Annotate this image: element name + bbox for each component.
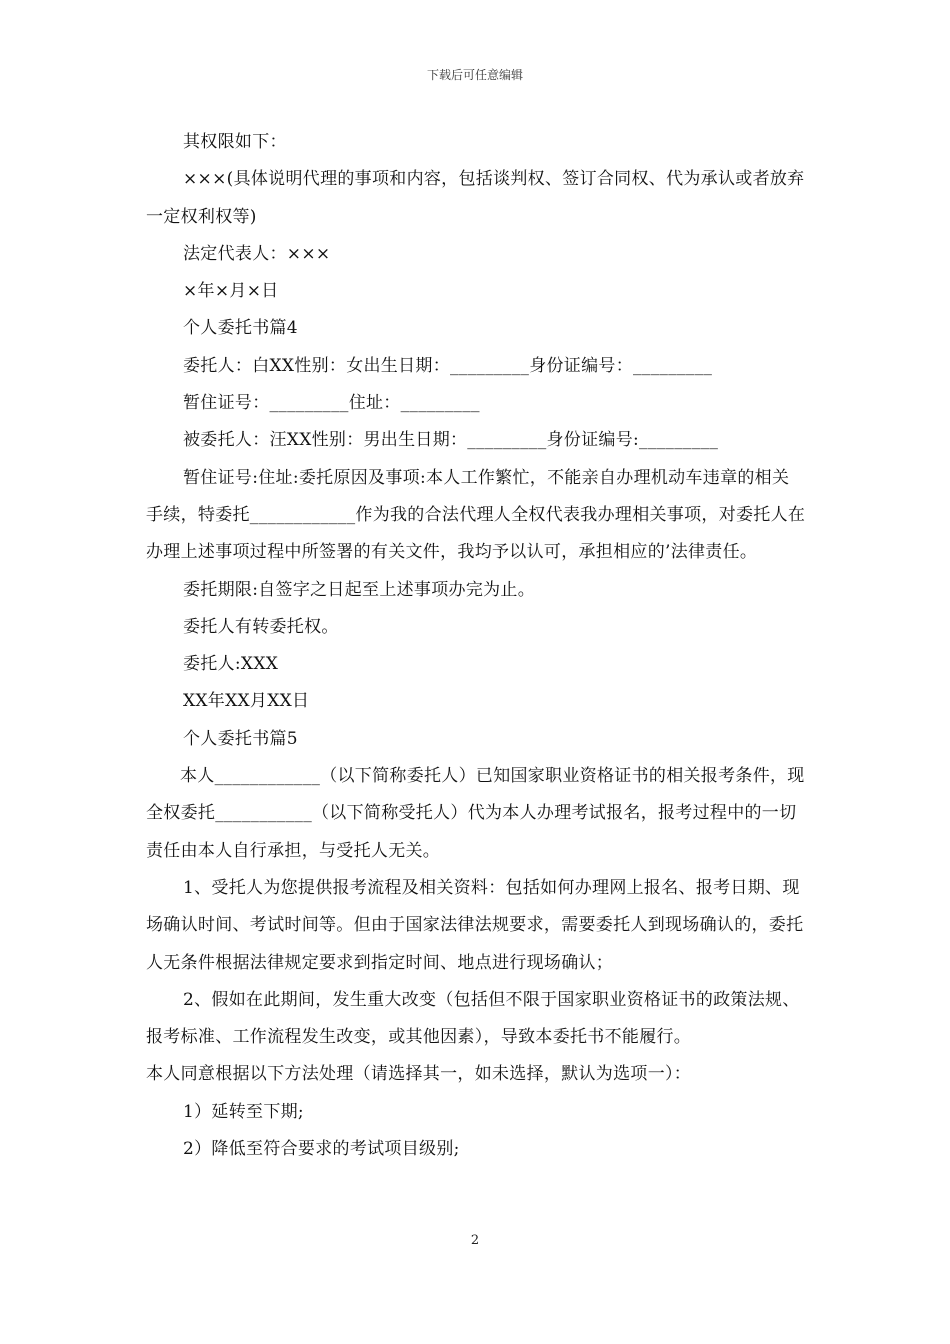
paragraph: 1）延转至下期; — [183, 1101, 304, 1122]
section-heading: 个人委托书篇5 — [183, 728, 298, 749]
paragraph: ×年×月×日 — [183, 281, 279, 302]
paragraph: 其权限如下： — [183, 132, 287, 152]
paragraph: 暂住证号:住址:委托原因及事项:本人工作繁忙，不能亲自办理机动车违章的相关手续，特委托____________作为我的合法代理人全权代表我办理相关事项，对委托人在办理上述事项过程中所签署的有关文件，我均予以认可，承担相应的’法律责任。 — [146, 467, 806, 563]
paragraph: 2）降低至符合要求的考试项目级别; — [183, 1139, 460, 1160]
paragraph: 法定代表人：××× — [183, 243, 331, 264]
paragraph: 本人同意根据以下方法处理（请选择其一，如未选择，默认为选项一）： — [146, 1064, 692, 1085]
page-number: 2 — [470, 1233, 480, 1248]
paragraph: 被委托人：汪XX性别：男出生日期：_________身份证编号:_________ — [183, 430, 719, 451]
paragraph: 委托人有转委托权。 — [183, 616, 339, 637]
section-heading: 个人委托书篇4 — [183, 318, 298, 339]
paragraph: 委托人:XXX — [183, 654, 279, 675]
paragraph: 2、假如在此期间，发生重大改变（包括但不限于国家职业资格证书的政策法规、报考标准、工作流程发生改变，或其他因素），导致本委托书不能履行。 — [146, 989, 800, 1048]
paragraph: 委托人：白XX性别：女出生日期：_________身份证编号：_________ — [183, 355, 713, 376]
page-header: 下载后可任意编辑 — [426, 68, 523, 82]
paragraph: XX年XX月XX日 — [183, 691, 310, 712]
paragraph: 暂住证号：_________住址：_________ — [183, 393, 480, 414]
document-body — [146, 124, 806, 1168]
paragraph: 本人____________（以下简称委托人）已知国家职业资格证书的相关报考条件，现全权委托___________（以下简称受托人）代为本人办理考试报名，报考过程中的一切责任由本人自行承担，与受托人无关。 — [146, 766, 805, 861]
paragraph: 1、受托人为您提供报考流程及相关资料：包括如何办理网上报名、报考日期、现场确认时间、考试时间等。但由于国家法律法规要求，需要委托人到现场确认的，委托人无条件根据法律规定要求到指定时间、地点进行现场确认； — [146, 877, 804, 973]
paragraph: ×××(具体说明代理的事项和内容，包括谈判权、签订合同权、代为承认或者放弃一定权利权等) — [146, 169, 805, 227]
paragraph: 委托期限:自签字之日起至上述事项办完为止。 — [183, 579, 536, 600]
